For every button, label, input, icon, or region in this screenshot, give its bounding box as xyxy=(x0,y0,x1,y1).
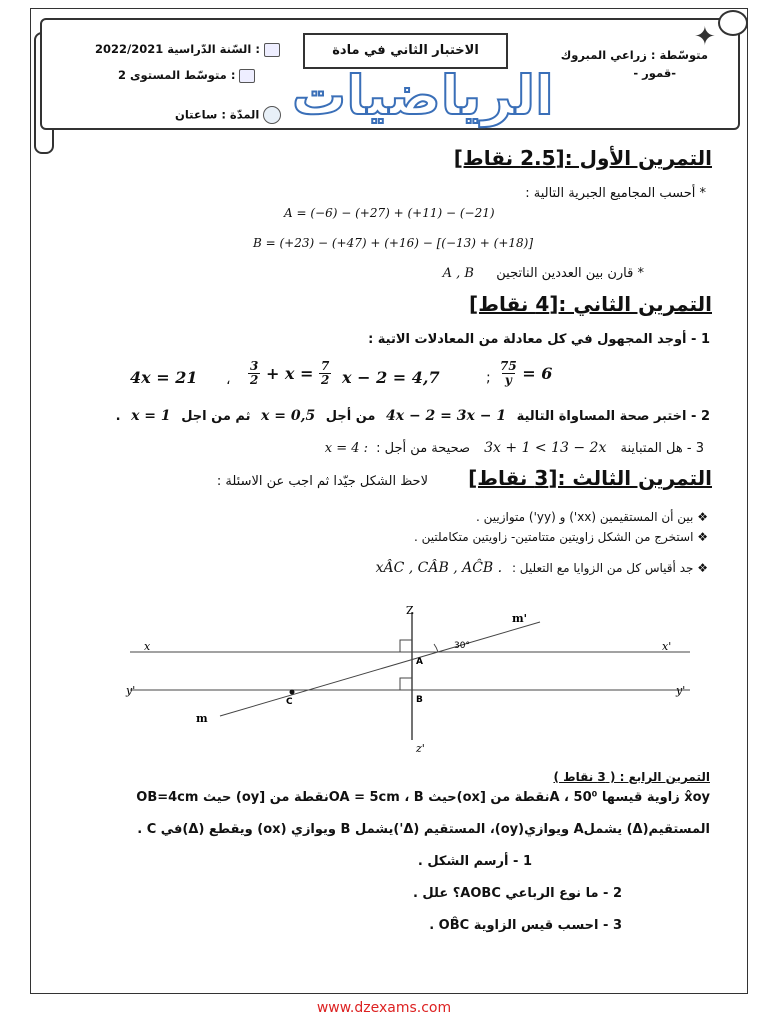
label-x-prime: x' xyxy=(662,640,672,653)
right-angle-b xyxy=(400,678,412,690)
diamond-bullet-icon: ❖ xyxy=(697,561,708,575)
compass-star-icon: ✦ xyxy=(694,22,716,52)
ex1-q2-vars: A , B xyxy=(442,266,474,281)
ex2-eq1: 4x = 21 xyxy=(130,368,198,387)
school-name: متوسّطة : زراعي المبروك xyxy=(560,48,708,62)
clock-icon xyxy=(263,106,281,124)
label-m: m xyxy=(196,712,208,725)
ex4-q1: 1 - أرسم الشكل . xyxy=(417,854,532,869)
line-mm xyxy=(220,622,540,716)
ex1-q2 xyxy=(443,266,644,281)
ex3-bullet-1 xyxy=(476,510,708,524)
ex2-eq4: 75 y = 6 xyxy=(500,359,553,387)
ex2-q3-num: 3 - هل المتباينة xyxy=(620,441,704,456)
ex2-title: التمرين الثاني :[4 نقاط] xyxy=(469,292,712,316)
angle-30-label: 30° xyxy=(454,641,470,651)
ex2-q2-text: 2 - اختبر صحة المساواة التالية xyxy=(516,409,710,424)
ex1-q1: * أحسب المجاميع الجبرية التالية : xyxy=(525,186,706,201)
ex2-q2-eq: 4x − 2 = 3x − 1 xyxy=(385,408,507,424)
level-value: 2 متوسّط xyxy=(118,68,227,82)
label-x: x xyxy=(144,640,151,653)
ex2-q3-ineq: 3x + 1 < 13 − 2x xyxy=(484,440,607,456)
ex2-eq3: x − 2 = 4,7 xyxy=(342,368,440,387)
ex3-title: التمرين الثالث :[3 نقاط] xyxy=(468,466,712,490)
duration-label: المدّة : ساعتان xyxy=(175,107,260,122)
label-m-prime: m' xyxy=(512,612,528,625)
ex1-q2-text: * قارن بين العددين الناتجين xyxy=(496,266,644,281)
label-c: C xyxy=(286,697,293,707)
ex3-bullet-3 xyxy=(376,560,708,576)
ex2-q2-val1: x = 0,5 xyxy=(261,408,316,424)
level-row xyxy=(118,68,255,83)
ex4-q3: 3 - احسب قيس الزاوية OB̂C . xyxy=(429,918,622,933)
ex2-q2-val2: x = 1 xyxy=(131,408,171,424)
subject-title: الرياضيات xyxy=(292,64,554,127)
label-b: B xyxy=(416,695,423,705)
year-value: 2022/2021 xyxy=(95,42,164,56)
diamond-bullet-icon: ❖ xyxy=(697,510,708,524)
ex1-expr-a: A = (−6) − (+27) + (+11) − (−21) xyxy=(284,206,495,220)
ex2-q2-then: ثم من اجل xyxy=(181,409,251,424)
label-z-prime: z' xyxy=(416,742,425,755)
label-y: y' xyxy=(126,684,136,697)
ex1-expr-b: B = (+23) − (+47) + (+16) − [(−13) + (+18)] xyxy=(253,236,534,250)
ex2-q3 xyxy=(321,440,704,456)
diamond-bullet-icon: ❖ xyxy=(697,530,708,544)
ex3-b3-text: جد أقياس كل من الزوايا مع التعليل : xyxy=(511,561,694,575)
label-a: A xyxy=(416,657,423,667)
ex3-b3-angles: xÂC , CÂB , AĈB . xyxy=(375,560,503,576)
label-z: Z xyxy=(406,604,414,617)
ex3-b1-text: بين أن المستقيمين (xx') و (yy') متوازيين . xyxy=(475,510,694,524)
ex4-line-2: المستقيم(Δ) يشملA ويوازي(oy)، المستقيم (Δ')يشمل B ويوازي (ox) ويقطع (Δ)في C . xyxy=(137,822,710,837)
exam-title-box: الاختبار الثاني في مادة xyxy=(303,33,508,69)
angle-arc xyxy=(434,644,438,652)
ex4-title: التمرين الرابع : ( 3 نقاط ) xyxy=(553,770,710,784)
geometry-figure xyxy=(120,600,700,760)
year-label: السّنة الدّراسية : xyxy=(167,42,260,56)
ex2-q3-val: x = 4 : xyxy=(324,441,369,456)
ex2-q2-cond: من أجل xyxy=(325,409,376,424)
checklist-icon xyxy=(264,43,280,57)
ex1-title: التمرين الأول :[2.5 نقاط] xyxy=(453,146,712,170)
right-angle-a xyxy=(400,640,412,652)
ex2-eq2: 3 2 + x = 7 2 xyxy=(250,359,330,387)
scroll-curl-right xyxy=(718,10,748,36)
duration-row xyxy=(175,106,281,124)
ex3-intro: لاحظ الشكل جيّدا ثم اجب عن الاسئلة : xyxy=(216,474,428,489)
ex3-b2-text: استخرج من الشكل زاويتين متتامتين- زاويتين متكاملتين . xyxy=(413,530,694,544)
ex2-q3-true: صحيحة من أجل : xyxy=(376,441,470,456)
checklist-icon xyxy=(239,69,255,83)
ex3-bullet-2 xyxy=(414,530,708,544)
ex2-sep: ، xyxy=(226,372,231,388)
label-y-prime: y' xyxy=(676,684,686,697)
ex2-q1: 1 - أوجد المجهول في كل معادلة من المعادلات الاتية : xyxy=(368,332,710,347)
ex2-q2: 2 - اختبر صحة المساواة التالية 4x − 2 = 3x − 1 من أجل x = 0,5 ثم من اجل x = 1 . xyxy=(115,408,710,424)
ex2-semicolon: ; xyxy=(486,370,491,386)
year-row xyxy=(95,42,280,57)
ex4-q2: 2 - ما نوع الرباعي AOBC؟ علل . xyxy=(412,886,622,901)
ex4-line-1: x̂oy زاوية قيسها 50⁰ ، Aنقطة من [ox)حيث OA = 5cm ، Bنقطة من [oy) حيث OB=4cm xyxy=(136,790,710,805)
town-name: -قمور - xyxy=(633,66,676,80)
level-label: المستوى : xyxy=(130,68,236,82)
point-c xyxy=(290,690,295,695)
footer-link[interactable]: www.dzexams.com xyxy=(316,1000,452,1016)
